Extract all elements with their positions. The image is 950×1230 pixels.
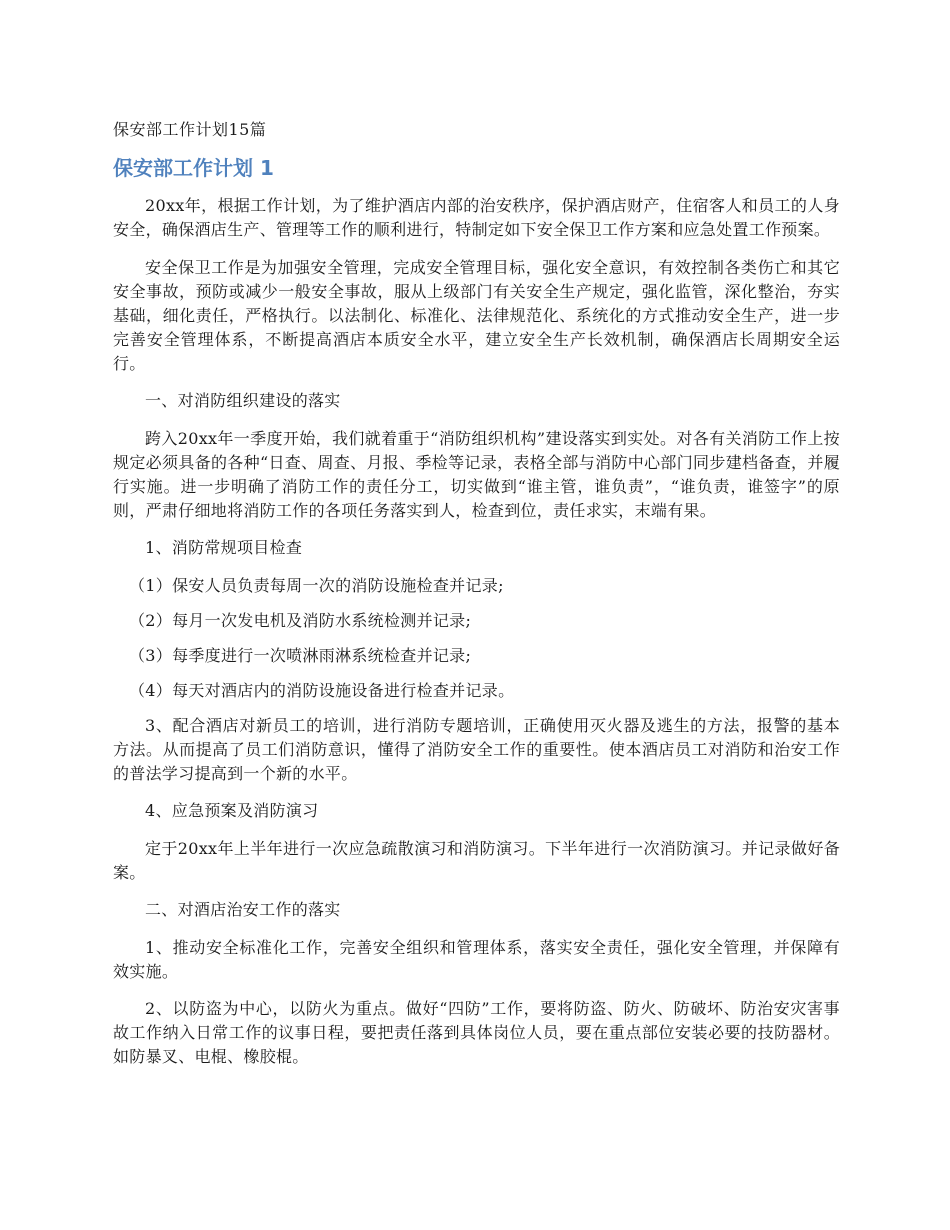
document-page	[113, 118, 840, 1083]
subheading-emergency-drill: 4、应急预案及消防演习	[145, 801, 319, 820]
subheading-security-work: 二、对酒店治安工作的落实	[145, 900, 341, 919]
theft-prevention-paragraph: 2、以防盗为中心，以防火为重点。做好“四防”工作，要将防盗、防火、防破坏、防治安灾害事故工作纳入日常工作的议事日程，要把责任落到具体岗位人员，要在重点部位安装必要的技防器材。如防暴叉、电棍、橡胶棍。	[113, 999, 840, 1066]
list-item: （1）保安人员负责每周一次的消防设施检查并记录;	[129, 575, 504, 595]
fire-organization-paragraph: 跨入20xx年一季度开始，我们就着重于“消防组织机构”建设落实到实处。对各有关消防工作上按规定必须具备的各种“日查、周查、月报、季检等记录，表格全部与消防中心部门同步建档备查，并履行实施。进一步明确了消防工作的责任分工，切实做到“谁主管，谁负责”，“谁负责，谁签字”的原则，严肃仔细地将消防工作的各项任务落实到人，检查到位，责任求实，末端有果。	[113, 428, 840, 520]
subheading-routine-inspection: 1、消防常规项目检查	[145, 538, 303, 557]
safety-overview-paragraph: 安全保卫工作是为加强安全管理，完成安全管理目标，强化安全意识，有效控制各类伤亡和其它安全事故，预防或减少一般安全事故，服从上级部门有关安全生产规定，强化监管，深化整治，夯实基础，细化责任，严格执行。以法制化、标准化、法律规范化、系统化的方式推动安全生产，进一步完善安全管理体系，不断提高酒店本质安全水平，建立安全生产长效机制，确保酒店长周期安全运行。	[113, 257, 840, 373]
drill-schedule-paragraph: 定于20xx年上半年进行一次应急疏散演习和消防演习。下半年进行一次消防演习。并记录做好备案。	[113, 838, 840, 882]
intro-paragraph: 20xx年，根据工作计划，为了维护酒店内部的治安秩序，保护酒店财产，住宿客人和员工的人身安全，确保酒店生产、管理等工作的顺利进行，特制定如下安全保卫工作方案和应急处置工作预案。	[113, 196, 840, 239]
list-item: （4）每天对酒店内的消防设施设备进行检查并记录。	[129, 680, 515, 700]
list-item: （3）每季度进行一次喷淋雨淋系统检查并记录;	[129, 645, 472, 665]
section-heading: 保安部工作计划 1	[113, 156, 274, 180]
standardization-paragraph: 1、推动安全标准化工作，完善安全组织和管理体系，落实安全责任，强化安全管理，并保障有效实施。	[113, 937, 840, 981]
subheading-fire-organization: 一、对消防组织建设的落实	[145, 391, 341, 410]
document-title: 保安部工作计划15篇	[113, 120, 267, 139]
list-item: （2）每月一次发电机及消防水系统检测并记录;	[129, 610, 472, 630]
training-paragraph: 3、配合酒店对新员工的培训，进行消防专题培训，正确使用灭火器及逃生的方法，报警的基本方法。从而提高了员工们消防意识，懂得了消防安全工作的重要性。使本酒店员工对消防和治安工作的普法学习提高到一个新的水平。	[113, 715, 840, 783]
